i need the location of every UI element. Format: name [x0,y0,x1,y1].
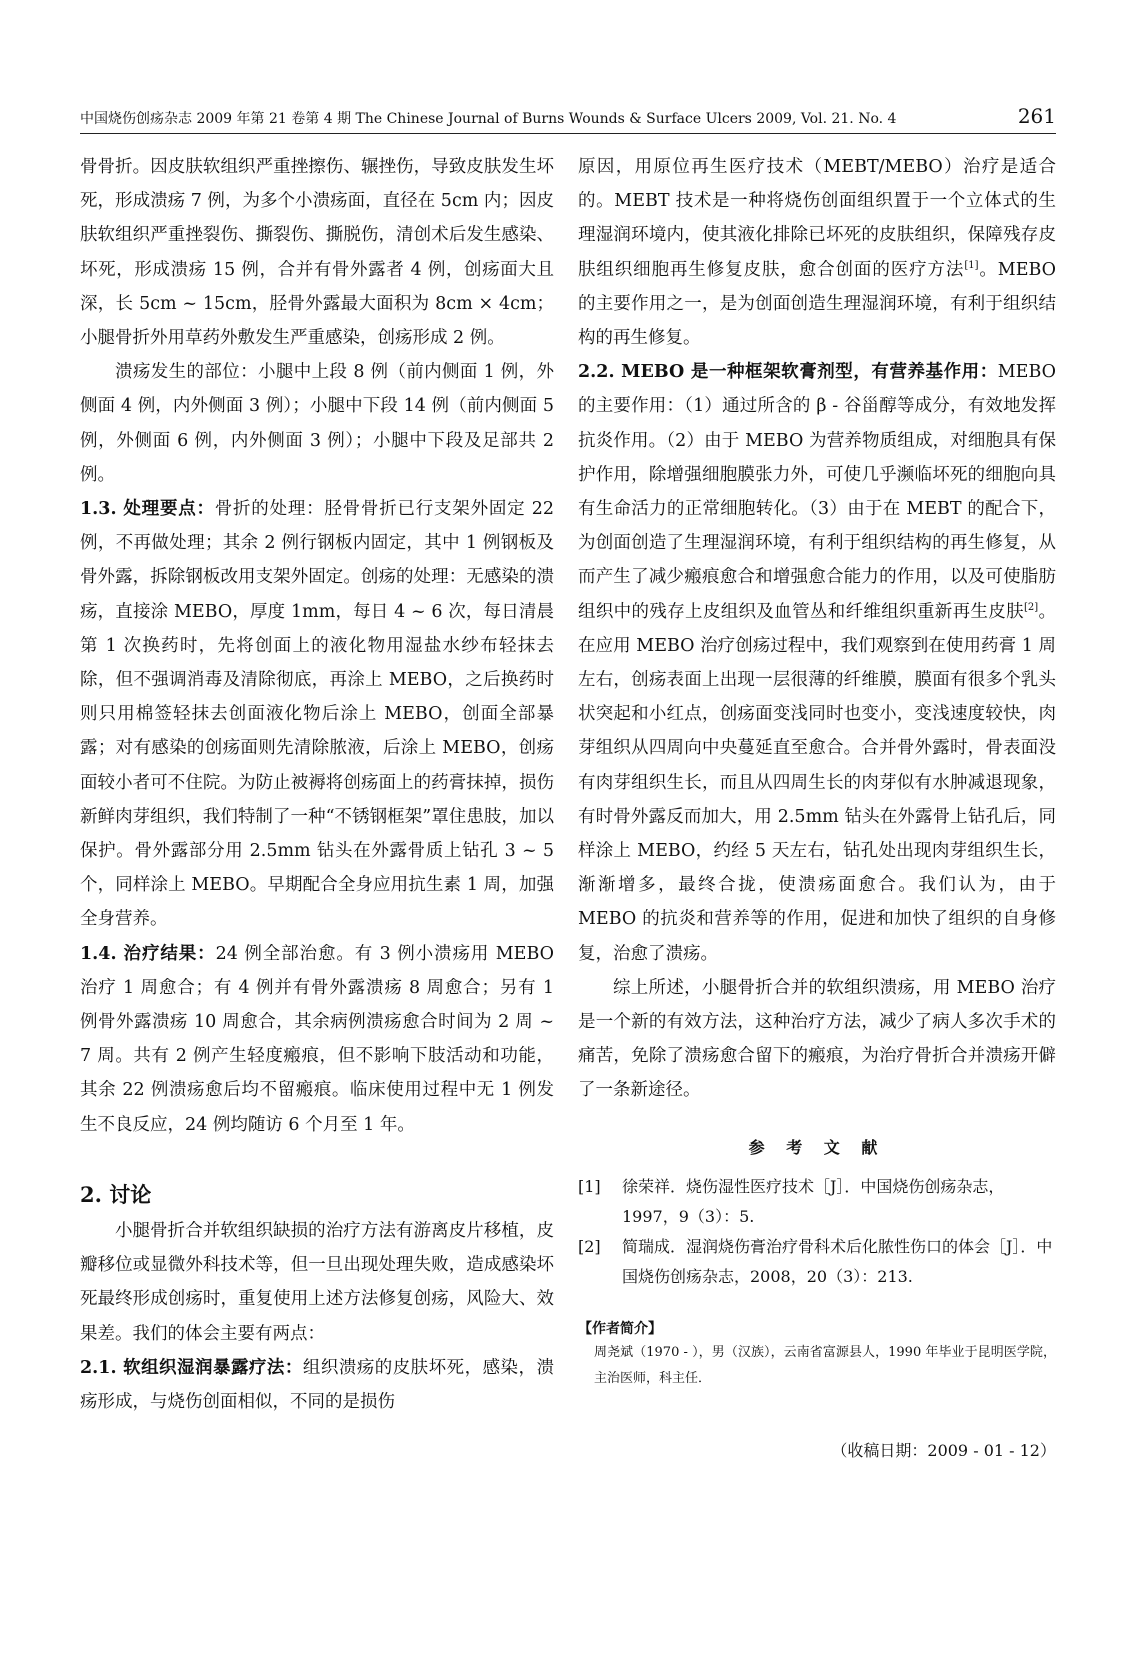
section-1-3-heading: 1.3. 处理要点： [80,499,215,520]
section-1-3-text: 骨折的处理：胫骨骨折已行支架外固定 22 例，不再做处理；其余 2 例行钢板内固定，其中 1 例钢板及骨外露，拆除钢板改用支架外固定。创疡的处理：无感染的溃疡，直接涂 MEBO，厚度 1mm，每日 4 ~ 6 次，每日清晨第 1 次换药时，先将创面上的液化物用湿盐水纱布轻抹去除，但不强调消毒及清除彻底，再涂上 MEBO，之后换药时则只用棉签轻抹去创面液化物后涂上 MEBO，创面全部暴露；对有感染的创疡面则先清除脓液，后涂上 MEBO，创疡面较小者可不住院。为防止被褥将创疡面上的药膏抹掉，损伤新鲜肉芽组织，我们特制了一种“不锈钢框架”罩住患肢，加以保护。骨外露部分用 2.5mm 钻头在外露骨质上钻孔 3 ~ 5 个，同样涂上 MEBO。早期配合全身应用抗生素 1 周，加强全身营养。 [80,499,554,930]
reference-item [578,1232,1056,1292]
mebt-paragraph [578,150,1056,355]
section-2-heading: 2. 讨论 [80,1181,152,1207]
discussion-paragraph: 小腿骨折合并软组织缺损的治疗方法有游离皮片移植，皮瓣移位或显微外科技术等，但一旦出现处理失败，造成感染坏死最终形成创疡时，重复使用上述方法修复创疡，风险大、效果差。我们的体会主要有两点： [80,1220,554,1344]
section-1-3-paragraph [80,492,554,937]
ulcer-site-paragraph: 溃疡发生的部位：小腿中上段 8 例（前内侧面 1 例，外侧面 4 例，内外侧面 3 例）；小腿中下段 14 例（前内侧面 5 例，外侧面 6 例，内外侧面 3 例）；小腿中下段及足部共 2 例。 [80,362,554,485]
reference-text: 简瑞成．湿润烧伤膏治疗骨科术后化脓性伤口的体会［J］．中国烧伤创疡杂志，2008，20（3）：213. [622,1236,1053,1286]
section-1-4-heading: 1.4. 治疗结果： [80,943,216,964]
left-column [80,150,554,1419]
reference-number: [1] [578,1176,601,1196]
citation-1: [1] [964,259,979,271]
references-title: 参 考 文 献 [748,1137,886,1157]
section-1-4-paragraph [80,937,554,1142]
section-1-4-text: 24 例全部治愈。有 3 例小溃疡用 MEBO 治疗 1 周愈合；有 4 例并有骨外露溃疡 8 周愈合；另有 1 例骨外露溃疡 10 周愈合，其余病例溃疡愈合时间为 2 周 ~ 7 周。共有 2 例产生轻度瘢痕，但不影响下肢活动和功能，其余 22 例溃疡愈后均不留瘢痕。临床使用过程中无 1 例发生不良反应，24 例均随访 6 个月至 1 年。 [80,943,554,1135]
right-column [578,150,1056,1464]
running-title: 中国烧伤创疡杂志 2009 年第 21 卷第 4 期 The Chinese Journal of Burns Wounds & Surface Ulcers 2009, Vol. 21. No. 4 [80,111,897,127]
section-2-1-heading: 2.1. 软组织湿润暴露疗法： [80,1357,303,1378]
conclusion-paragraph: 综上所述，小腿骨折合并的软组织溃疡，用 MEBO 治疗是一个新的有效方法，这种治疗方法，减少了病人多次手术的痛苦，免除了溃疡愈合留下的瘢痕，为治疗骨折合并溃疡开僻了一条新途径。 [578,977,1056,1101]
section-2-2-heading: 2.2. MEBO 是一种框架软膏剂型，有营养基作用： [578,362,998,383]
section-2-1-text: 组织溃疡的皮肤坏死，感染，溃疡形成，与烧伤创面相似，不同的是损伤 [80,1357,554,1412]
citation-2: [2] [1024,601,1039,613]
received-date: （收稿日期：2009 - 01 - 12） [831,1440,1056,1460]
page-number: 261 [1017,104,1056,128]
section-2-2-text-end: 。在应用 MEBO 治疗创疡过程中，我们观察到在使用药膏 1 周左右，创疡表面上出现一层很薄的纤维膜，膜面有很多个乳头状突起和小红点，创疡面变浅同时也变小，变浅速度较快，肉芽组织从四周向中央蔓延直至愈合。合并骨外露时，骨表面没有肉芽组织生长，而且从四周生长的肉芽似有水肿减退现象，有时骨外露反而加大，用 2.5mm 钻头在外露骨上钻孔后，同样涂上 MEBO，约经 5 天左右，钻孔处出现肉芽组织生长，渐渐增多，最终合拢，使溃疡面愈合。我们认为，由于 MEBO 的抗炎和营养等的作用，促进和加快了组织的自身修复，治愈了溃疡。 [578,601,1057,964]
case-description-paragraph: 骨骨折。因皮肤软组织严重挫擦伤、辗挫伤，导致皮肤发生坏死，形成溃疡 7 例，为多个小溃疡面，直径在 5cm 内；因皮肤软组织严重挫裂伤、撕裂伤、撕脱伤，清创术后发生感染、坏死，形成溃疡 15 例，合并有骨外露者 4 例，创疡面大且深，长 5cm ~ 15cm，胫骨外露最大面积为 8cm × 4cm；小腿骨折外用草药外敷发生严重感染，创疡形成 2 例。 [80,157,554,349]
mebt-text: 原因，用原位再生医疗技术（MEBT/MEBO）治疗是适合的。MEBT 技术是一种将烧伤创面组织置于一个立体式的生理湿润环境内，使其液化排除已坏死的皮肤组织，保障残存皮肤组织细胞再生修复皮肤，愈合创面的医疗方法 [578,157,1056,280]
section-2-1-paragraph [80,1351,554,1419]
section-2-2-paragraph [578,355,1056,971]
author-profile-text: 周尧斌（1970 - ），男（汉族），云南省富源县人，1990 年毕业于昆明医学院，主治医师，科主任． [594,1344,1056,1386]
reference-number: [2] [578,1236,601,1256]
author-profile [578,1318,1056,1392]
mebt-text-end: 。MEBO 的主要作用之一，是为创面创造生理湿润环境，有利于组织结构的再生修复。 [578,259,1057,349]
header-rule [80,133,1056,134]
running-header [80,104,1056,130]
section-2-2-text: MEBO 的主要作用：（1）通过所含的 β - 谷甾醇等成分，有效地发挥抗炎作用。（2）由于 MEBO 为营养物质组成，对细胞具有保护作用，除增强细胞膜张力外，可使几乎濒临坏死的细胞向具有生命活力的正常细胞转化。（3）由于在 MEBT 的配合下，为创面创造了生理湿润环境，有利于组织结构的再生修复，从而产生了减少瘢痕愈合和增强愈合能力的作用，以及可使脂肪组织中的残存上皮组织及血管丛和纤维组织重新再生皮肤 [578,362,1056,622]
reference-text: 徐荣祥．烧伤湿性医疗技术［J］．中国烧伤创疡杂志，1997，9（3）：5. [622,1176,1005,1226]
reference-item [578,1172,1056,1232]
author-profile-title: 【作者简介】 [578,1320,662,1337]
